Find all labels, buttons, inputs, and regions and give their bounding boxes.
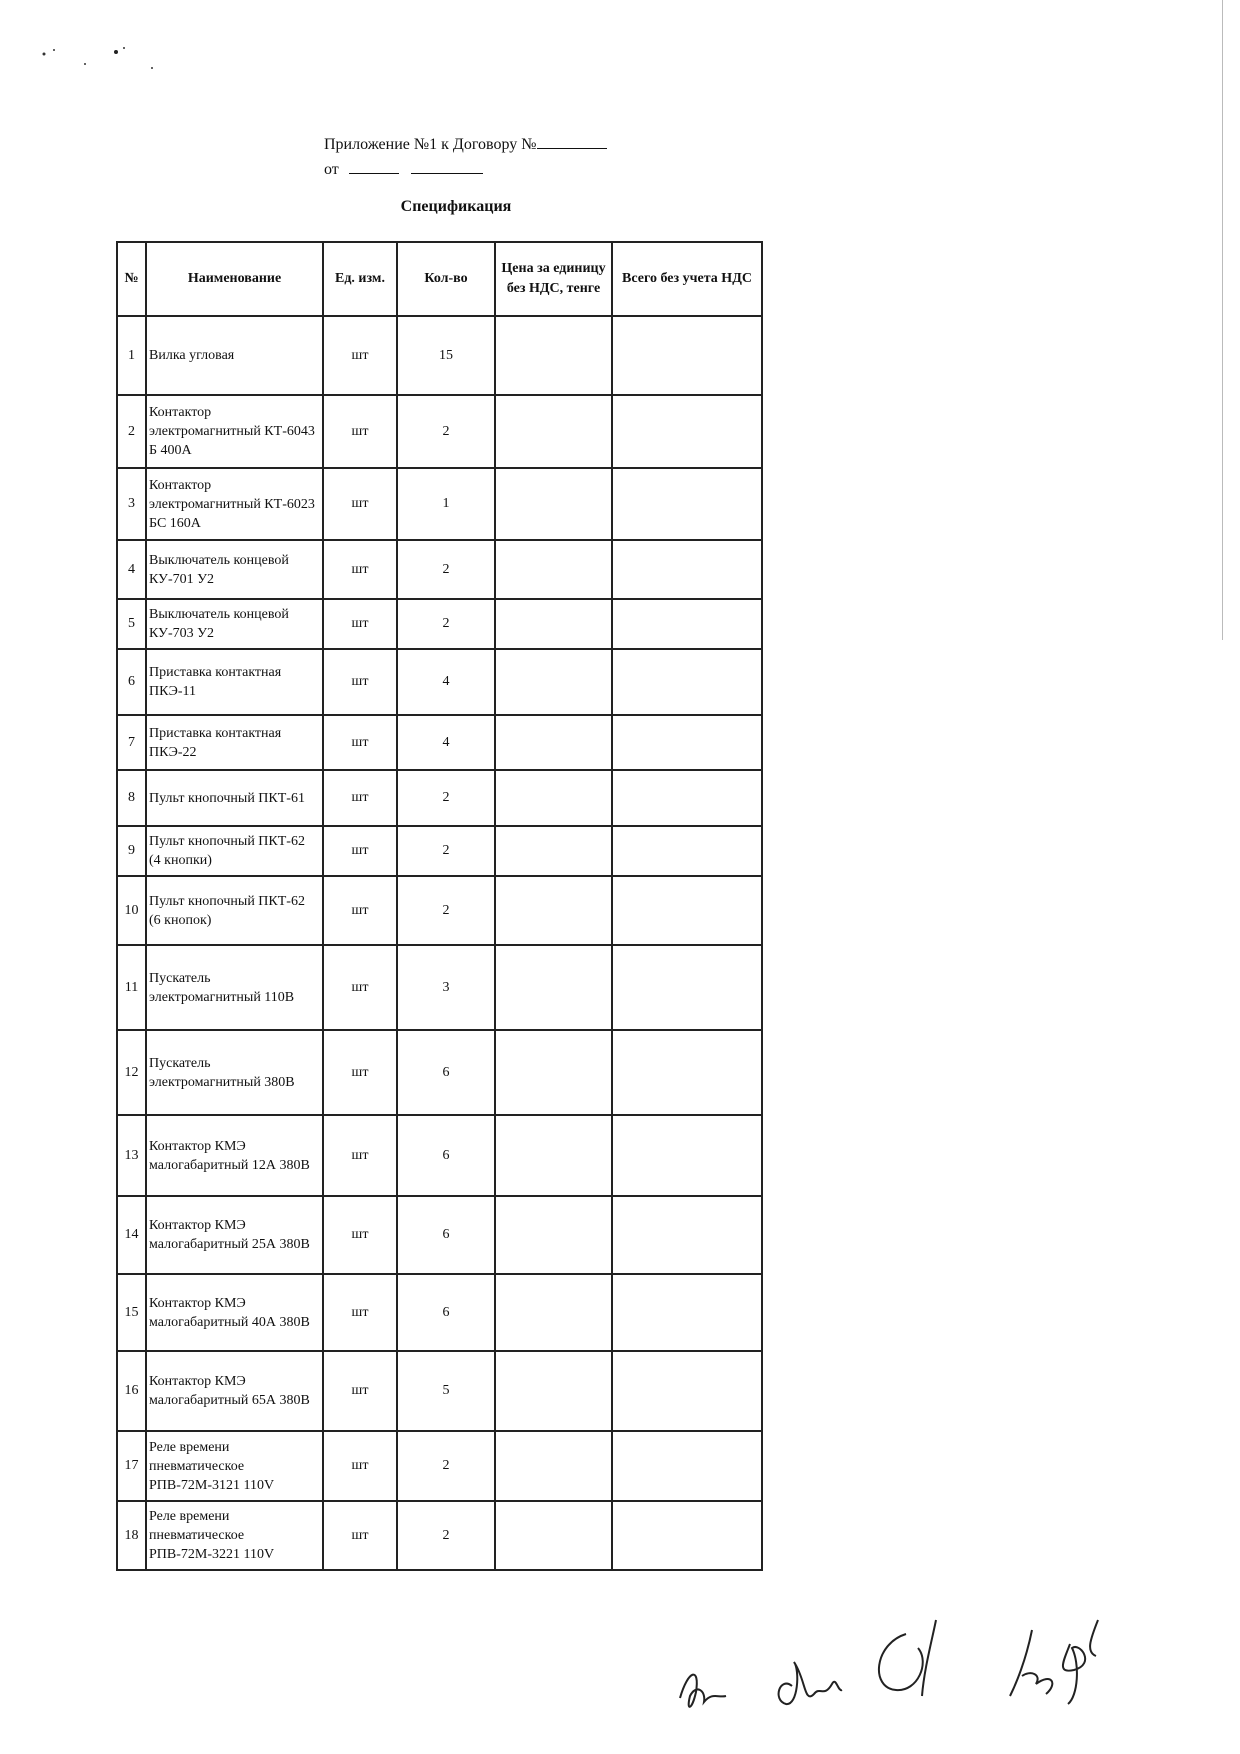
unit-cell: шт — [323, 1115, 397, 1196]
quantity-cell: 2 — [397, 876, 495, 945]
table-row — [117, 945, 762, 1030]
unit-price-cell — [495, 468, 612, 540]
unit-price-cell — [495, 599, 612, 649]
row-number-cell: 13 — [117, 1115, 146, 1196]
item-name-cell: Контактор КМЭ малогабаритный 12А 380В — [146, 1115, 323, 1196]
row-number-cell: 9 — [117, 826, 146, 876]
table-row — [117, 1351, 762, 1431]
unit-cell: шт — [323, 316, 397, 395]
unit-cell: шт — [323, 649, 397, 715]
item-name-cell: Пульт кнопочный ПКТ-61 — [146, 770, 323, 826]
quantity-cell: 2 — [397, 770, 495, 826]
column-header-quantity: Кол-во — [397, 242, 495, 316]
row-number-cell: 10 — [117, 876, 146, 945]
quantity-cell: 2 — [397, 599, 495, 649]
total-cell — [612, 1351, 762, 1431]
unit-price-cell — [495, 1030, 612, 1115]
quantity-cell: 4 — [397, 649, 495, 715]
item-name-cell: Реле времени пневматическое РПВ-72М-3121 110V — [146, 1431, 323, 1501]
table-row — [117, 395, 762, 468]
unit-price-cell — [495, 540, 612, 599]
total-cell — [612, 540, 762, 599]
table-row — [117, 540, 762, 599]
column-header-name: Наименование — [146, 242, 323, 316]
quantity-cell: 2 — [397, 1431, 495, 1501]
signature-2 — [779, 1662, 842, 1704]
row-number-cell: 2 — [117, 395, 146, 468]
item-name-cell: Выключатель концевой КУ-701 У2 — [146, 540, 323, 599]
item-name-cell: Пульт кнопочный ПКТ-62 (4 кнопки) — [146, 826, 323, 876]
unit-cell: шт — [323, 826, 397, 876]
row-number-cell: 6 — [117, 649, 146, 715]
quantity-cell: 2 — [397, 395, 495, 468]
unit-cell: шт — [323, 1351, 397, 1431]
unit-cell: шт — [323, 599, 397, 649]
total-cell — [612, 1501, 762, 1570]
row-number-cell: 8 — [117, 770, 146, 826]
table-row — [117, 826, 762, 876]
row-number-cell: 7 — [117, 715, 146, 770]
row-number-cell: 5 — [117, 599, 146, 649]
table-row — [117, 876, 762, 945]
total-cell — [612, 1115, 762, 1196]
quantity-cell: 6 — [397, 1115, 495, 1196]
signature-3 — [879, 1620, 936, 1696]
row-number-cell: 3 — [117, 468, 146, 540]
item-name-cell: Пускатель электромагнитный 110В — [146, 945, 323, 1030]
row-number-cell: 17 — [117, 1431, 146, 1501]
total-cell — [612, 468, 762, 540]
item-name-cell: Контактор электромагнитный КТ-6023 БС 160А — [146, 468, 323, 540]
total-cell — [612, 1196, 762, 1274]
unit-price-cell — [495, 316, 612, 395]
total-cell — [612, 945, 762, 1030]
table-row — [117, 468, 762, 540]
quantity-cell: 3 — [397, 945, 495, 1030]
date-blank-2 — [411, 157, 483, 174]
unit-price-cell — [495, 715, 612, 770]
row-number-cell: 1 — [117, 316, 146, 395]
total-cell — [612, 599, 762, 649]
unit-cell: шт — [323, 715, 397, 770]
total-cell — [612, 1030, 762, 1115]
quantity-cell: 2 — [397, 1501, 495, 1570]
total-cell — [612, 876, 762, 945]
total-cell — [612, 316, 762, 395]
table-row — [117, 1030, 762, 1115]
row-number-cell: 18 — [117, 1501, 146, 1570]
header-date-line — [324, 157, 607, 182]
unit-price-cell — [495, 770, 612, 826]
item-name-cell: Приставка контактная ПКЭ-11 — [146, 649, 323, 715]
total-cell — [612, 649, 762, 715]
table-header-row — [117, 242, 762, 316]
row-number-cell: 4 — [117, 540, 146, 599]
unit-cell: шт — [323, 1274, 397, 1351]
unit-price-cell — [495, 649, 612, 715]
table-row — [117, 1501, 762, 1570]
item-name-cell: Контактор КМЭ малогабаритный 40А 380В — [146, 1274, 323, 1351]
item-name-cell: Приставка контактная ПКЭ-22 — [146, 715, 323, 770]
unit-price-cell — [495, 1501, 612, 1570]
table-row — [117, 599, 762, 649]
item-name-cell: Контактор КМЭ малогабаритный 65А 380В — [146, 1351, 323, 1431]
item-name-cell: Реле времени пневматическое РПВ-72М-3221 110V — [146, 1501, 323, 1570]
unit-price-cell — [495, 1431, 612, 1501]
signatures-area — [660, 1600, 1220, 1740]
unit-price-cell — [495, 1196, 612, 1274]
total-cell — [612, 395, 762, 468]
scan-edge-line — [1222, 0, 1223, 640]
total-cell — [612, 770, 762, 826]
table-row — [117, 1196, 762, 1274]
total-cell — [612, 1274, 762, 1351]
document-header — [324, 132, 607, 182]
unit-cell: шт — [323, 1196, 397, 1274]
row-number-cell: 15 — [117, 1274, 146, 1351]
unit-price-cell — [495, 876, 612, 945]
unit-cell: шт — [323, 395, 397, 468]
header-date-text: от — [324, 161, 339, 178]
item-name-cell: Пульт кнопочный ПКТ-62 (6 кнопок) — [146, 876, 323, 945]
quantity-cell: 5 — [397, 1351, 495, 1431]
quantity-cell: 1 — [397, 468, 495, 540]
table-row — [117, 1274, 762, 1351]
table-row — [117, 316, 762, 395]
quantity-cell: 2 — [397, 826, 495, 876]
table-row — [117, 715, 762, 770]
quantity-cell: 15 — [397, 316, 495, 395]
unit-cell: шт — [323, 540, 397, 599]
header-contract-text: Приложение №1 к Договору № — [324, 136, 537, 153]
row-number-cell: 16 — [117, 1351, 146, 1431]
contract-number-blank — [537, 132, 607, 149]
row-number-cell: 11 — [117, 945, 146, 1030]
total-cell — [612, 715, 762, 770]
unit-cell: шт — [323, 945, 397, 1030]
unit-price-cell — [495, 826, 612, 876]
table-row — [117, 649, 762, 715]
row-number-cell: 12 — [117, 1030, 146, 1115]
column-header-unit: Ед. изм. — [323, 242, 397, 316]
unit-cell: шт — [323, 468, 397, 540]
table-row — [117, 1115, 762, 1196]
specification-table — [116, 241, 763, 1571]
table-row — [117, 770, 762, 826]
column-header-number: № — [117, 242, 146, 316]
signature-4 — [1010, 1620, 1098, 1704]
total-cell — [612, 1431, 762, 1501]
quantity-cell: 6 — [397, 1196, 495, 1274]
column-header-unit-price: Цена за единицу без НДС, тенге — [495, 242, 612, 316]
header-contract-line — [324, 132, 607, 157]
unit-cell: шт — [323, 1431, 397, 1501]
unit-price-cell — [495, 945, 612, 1030]
unit-cell: шт — [323, 1501, 397, 1570]
unit-price-cell — [495, 395, 612, 468]
item-name-cell: Вилка угловая — [146, 316, 323, 395]
document-title: Спецификация — [400, 198, 512, 215]
quantity-cell: 2 — [397, 540, 495, 599]
signature-1 — [680, 1675, 726, 1707]
date-blank-1 — [349, 157, 399, 174]
item-name-cell: Пускатель электромагнитный 380В — [146, 1030, 323, 1115]
unit-price-cell — [495, 1274, 612, 1351]
row-number-cell: 14 — [117, 1196, 146, 1274]
quantity-cell: 6 — [397, 1030, 495, 1115]
item-name-cell: Выключатель концевой КУ-703 У2 — [146, 599, 323, 649]
unit-cell: шт — [323, 1030, 397, 1115]
total-cell — [612, 826, 762, 876]
scan-specks — [40, 40, 170, 80]
unit-price-cell — [495, 1351, 612, 1431]
column-header-total: Всего без учета НДС — [612, 242, 762, 316]
quantity-cell: 6 — [397, 1274, 495, 1351]
item-name-cell: Контактор электромагнитный КТ-6043 Б 400А — [146, 395, 323, 468]
unit-price-cell — [495, 1115, 612, 1196]
unit-cell: шт — [323, 876, 397, 945]
table-row — [117, 1431, 762, 1501]
quantity-cell: 4 — [397, 715, 495, 770]
item-name-cell: Контактор КМЭ малогабаритный 25А 380В — [146, 1196, 323, 1274]
unit-cell: шт — [323, 770, 397, 826]
